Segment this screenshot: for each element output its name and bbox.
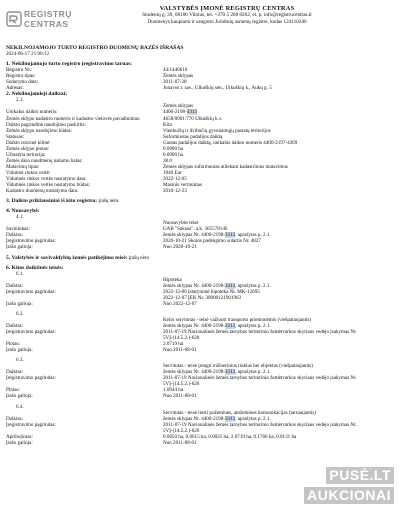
field-label: Sudarymo data: [6,79,39,86]
field-label: Registro tipas: [6,73,36,80]
other-right-entry [6,271,394,307]
field-value-text: 0.0900 ha [163,145,184,152]
field-label: Įrašo galioja: [6,439,33,446]
field-value-text: Suformuotas padalijus daiktą [163,133,223,140]
field-value-text: 1.0944 ha [163,387,184,394]
field-value [163,440,394,446]
field-value-text: Žemės sklypas [163,73,194,80]
entry-number: 6.4. [16,403,24,410]
field-value-text: žemės sklypas Nr. 4400-2198- [163,322,225,329]
field-value-text: 2010-12-23 [163,188,187,195]
watermark-line2: AUKCIONAI [304,487,394,504]
field-value [163,393,394,399]
field-label: Įregistravimo pagrindas: [6,375,56,382]
field-value [163,188,394,194]
other-right-entry [6,353,394,399]
field-value-text: Nuo 2011-08-01 [163,439,197,446]
field-value-text: 44/1440610 [163,67,188,74]
field-label: Žemės sklypo kadastro numeris ir kadastro vietovės pavadinimas: [6,115,141,122]
field-value-text: Jonavos r. sav., Ulkuškių sen., Ulkuškių k., Aukų g. 5 [163,85,272,92]
org-registry-note: Duomenys kaupiami ir saugomi Juridinių asmenų registre, kodas 124110246 [147,18,307,25]
document-title: NEKILNOJAMOJO TURTO REGISTRO DUOMENŲ BAZĖS IŠRAŠAS [6,45,184,51]
field-value-text: žemės sklypas Nr. 4400-2198- [163,232,225,239]
field-label: Vidutinės rinkos vertės nustatymo data: [6,175,87,182]
field-label: Įrašo galioja: [6,347,33,354]
field-value [163,85,394,91]
section-5-title: 5. Valstybės ir savivaldybių žemės patikėjimo teisė: [6,254,128,261]
field-value-text: 2022-12-05 [163,175,187,182]
highlighted-number: 3313 [224,282,236,289]
field-value-suffix: , aprašytas p. 2.1. [235,232,271,239]
field-value-text: Kita [163,121,172,128]
field-label: Įrašo galioja: [6,300,33,307]
field-value-text: Hipoteka [163,276,182,283]
highlighted-number: 3313 [224,322,236,329]
field-value [163,301,394,307]
section-4-title: 4. Nuosavybė: [6,208,40,215]
field-label: Statusas: [6,133,25,140]
field-value-text: 2022-12-06 Įstatyminė hipoteka Nr. MK-12695 [163,288,260,295]
field-label: Savininkas: [6,226,30,233]
field-value-text: žemės sklypas Nr. 4400-2198- [163,415,225,422]
document-datetime: 2024-06-17 21:08:12 [6,51,50,58]
field-value-suffix: , aprašytas p. 2.1. [235,415,271,422]
field-label: Įrašo galioja: [6,244,33,251]
field-label: Daiktas: [6,322,23,329]
entry-number: 6.2. [16,310,24,317]
org-address: Studentų g. 39, 08106 Vilnius, tel. +370 5 268 8262, el. p. info@registrucentras.lt [142,12,312,19]
field-value-text: 5VĮ-(14.5.2.)-620 [163,427,200,434]
field-row [6,440,394,446]
watermark-line1: PUSĖ.LT [326,467,394,484]
field-value-text: 2020-10-21 Skolos padengimo sutartis Nr. 4827 [163,238,261,245]
field-label: Įrašo galioja: [6,393,33,400]
entry-rows [6,410,394,446]
field-value-text: 2011-07-28 [163,79,187,86]
field-label: Žemės sklypo plotas: [6,145,50,152]
other-right-entry [6,400,394,446]
field-label: Daiktas: [6,415,23,422]
field-value [163,347,394,353]
entry-number: 6.1. [16,270,24,277]
highlighted-number: 3313 [224,369,236,376]
field-value-suffix: , aprašytas p. 2.1. [235,282,271,289]
field-label: Daiktas: [6,282,23,289]
section-6-title: 6. Kitos daiktinės teisės: [6,264,64,271]
field-label: Daikto pagrindinė naudojimo paskirtis: [6,121,86,128]
field-value-text: Nuo 2020-10-21 [163,244,197,251]
field-value-text: Servitutas - teisė įrengti inžinerinius tinklus bei objektus (viešpataujantis) [163,363,313,370]
field-label: Daiktas: [6,232,23,239]
other-right-entry [6,307,394,353]
field-value-text: Žemės sklypas suformuotas atliekant kadastrinius matavimus [163,163,288,170]
field-value-text: žemės sklypas Nr. 4400-2198- [163,369,225,376]
field-value-text: 4658/0001:770 Ulkuškių k.v. [163,115,223,122]
section-4-rows [6,220,394,250]
puse-aukcionai-watermark [304,467,394,505]
field-value-text: 2011-07-19 Nacionalinės žemės tarnybos teritorinio žemėtvarkos skyriaus vedėjo įsakymas Nr. [163,375,357,382]
field-value-text: 5VĮ-(14.5.2.)-620 [163,335,200,342]
org-name: VALSTYBĖS ĮMONĖ REGISTRŲ CENTRAS [159,5,295,12]
section-5-value: įrašų nėra [128,254,149,261]
field-label: Daiktas: [6,369,23,376]
section-3-value: įrašų nėra [98,198,119,205]
field-value-text: 2011-07-19 Nacionalinės žemės tarnybos teritorinio žemėtvarkos skyriaus vedėjo įsakymas Nr. [163,421,357,428]
field-label: Žemės sklypo naudojimo būdas: [6,127,73,134]
field-label: Įregistravimo pagrindas: [6,238,56,245]
field-value-text: Servitutas - teisė tiesti požemines, antžemines komunikacijas (tarnaujantis) [163,409,317,416]
highlighted-number: 3313 [224,415,236,422]
field-label: Žemės ūkio naudmenų našumo balas: [6,157,83,164]
field-label: Plotas: [6,387,20,394]
field-value-text: 0.0900 ha [163,151,184,158]
field-value-text: Nuo 2011-08-01 [163,393,197,400]
logo-line1: REGISTRŲ [24,9,72,19]
entry-number: 6.3. [16,357,24,364]
field-label: Užstatyta teritorija: [6,151,46,158]
field-value-text: Vienbučių ir dvibučių gyvenamųjų pastatų teritorijos [163,127,271,134]
entry-rows [6,277,394,307]
field-row [6,393,394,399]
field-value-text: Nuosavybės teisė [163,220,199,227]
section-3-title: 3. Daikto priklausiniai iš kito registro: [6,198,98,205]
field-label: Registro Nr.: [6,67,33,74]
field-label: Unikalus daikto numeris: [6,109,58,116]
field-label: Įregistravimo pagrindas: [6,288,56,295]
field-label: Vidutinės rinkos vertės nustatymo būdas: [6,182,91,189]
field-label: Plotas: [6,341,20,348]
section-2-rows [6,103,394,194]
field-row [6,244,394,250]
field-label: Matavimų tipas: [6,163,40,170]
field-value-text: 1840 Eur [163,169,182,176]
field-row [6,188,394,194]
field-value-text: 0.0850 ha, 0.0615 ha, 0.0025 ha, 2.0719 ha, 0.1760 ha, 0.0131 ha [163,433,297,440]
field-value-text: Gautas padalijus daiktą, unikalus daikto numeris 4400-2197-4369 [163,139,298,146]
field-label: Įregistravimo pagrindas: [6,421,56,428]
field-row [6,301,394,307]
field-value-suffix: , aprašytas p. 2.1. [235,322,271,329]
entry-rows [6,317,394,353]
field-value-text: 2011-07-19 Nacionalinės žemės tarnybos teritorinio žemėtvarkos skyriaus vedėjo įsakymas Nr. [163,329,357,336]
field-value-text: Kelio servitutas - teisė važiuoti transporto priemonėmis (viešpataujantis) [163,316,312,323]
field-value-text: Nuo 2011-08-01 [163,347,197,354]
field-value-text: Masinis vertinimas [163,182,202,189]
highlighted-number: 3313 [186,109,197,116]
section-4-number: 4.1. [16,214,24,221]
field-value [163,244,394,250]
document-header [0,0,400,44]
field-value-text: Nuo 2022-12-07 [163,300,197,307]
field-value-text: 2022-12-07 ĮEK Nr. 30000121901963 [163,294,242,301]
registry-logo-icon [6,11,22,27]
field-value-text: 38.0 [163,157,172,164]
section-2-number: 2.1. [16,97,24,104]
section-1-title: 1. Nekilnojamojo turto registro įregistravimo tarnas: [6,61,133,68]
field-value-text: žemės sklypas Nr. 4400-2198- [163,282,225,289]
section-6-items [6,271,394,446]
field-value-text: 2.0719 ha [163,341,184,348]
organization-info [60,6,394,25]
field-value-text: UAB "Saksos", a.k. 305578146 [163,226,228,233]
field-label: Vidutinė rinkos vertė: [6,169,51,176]
logo-line2: CENTRAS [24,18,69,29]
field-label: Apribojimas: [6,433,33,440]
field-row [6,347,394,353]
field-value-text: Žemės sklypas [163,103,194,110]
section-2-title: 2. Nekilnojamieji daiktai: [6,91,68,98]
field-label: Adresas: [6,85,24,92]
entry-rows [6,363,394,399]
field-value-text: 4400-2198- [163,109,187,116]
registry-extract [6,45,394,446]
field-label: Įregistravimo pagrindas: [6,329,56,336]
field-label: Kadastro duomenų nustatymo data: [6,188,79,195]
field-label: Daikto istorinė kilmė: [6,139,51,146]
field-value-text: 5VĮ-(14.5.2.)-620 [163,381,200,388]
field-value-suffix: , aprašytas p. 2.1. [235,369,271,376]
highlighted-number: 3313 [224,232,236,239]
section-1-rows [6,67,394,91]
